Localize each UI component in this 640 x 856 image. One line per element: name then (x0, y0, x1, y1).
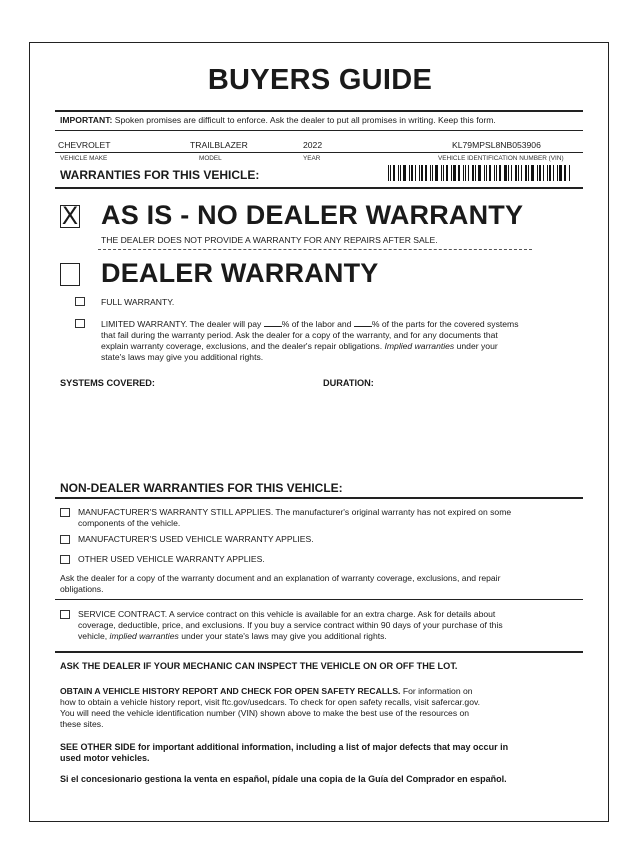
barcode-bar (425, 165, 427, 181)
barcode-bar (559, 165, 562, 181)
barcode-bar (557, 165, 558, 181)
parts-percent-blank[interactable] (354, 319, 372, 327)
other-warranty-label: OTHER USED VEHICLE WARRANTY APPLIES. (78, 554, 265, 564)
vehicle-make-label: VEHICLE MAKE (60, 155, 108, 162)
barcode-bar (419, 165, 420, 181)
dashed-divider (98, 249, 532, 250)
barcode-bar (453, 165, 456, 181)
important-notice (60, 115, 496, 125)
history-line4: these sites. (60, 719, 104, 729)
divider (55, 130, 583, 131)
limited-warranty-mid1: % of the labor and (281, 319, 352, 329)
manufacturer-line2: components of the vehicle. (78, 518, 181, 528)
barcode-bar (525, 165, 527, 181)
divider (55, 110, 583, 112)
barcode-bar (432, 165, 433, 181)
vehicle-model: TRAILBLAZER (190, 140, 248, 150)
history-line3: You will need the vehicle identification number (VIN) shown above to make the best use of the resources on (60, 708, 470, 718)
barcode-bar (446, 165, 448, 181)
vehicle-model-label: MODEL (199, 155, 222, 162)
service-contract-checkbox[interactable] (60, 610, 70, 619)
other-warranty-checkbox[interactable] (60, 555, 70, 564)
ask-dealer-text (60, 573, 582, 595)
barcode-bar (478, 165, 481, 181)
history-line1: For information on (402, 686, 473, 696)
barcode-bar (409, 165, 410, 181)
vehicle-make: CHEVROLET (58, 140, 111, 150)
barcode-bar (518, 165, 519, 181)
used-vehicle-warranty-label: MANUFACTURER'S USED VEHICLE WARRANTY APPLIES. (78, 534, 314, 544)
barcode-bar (411, 165, 413, 181)
divider (55, 152, 583, 153)
barcode-bar (564, 165, 566, 181)
as-is-checkbox[interactable] (60, 202, 80, 230)
barcode-bar (451, 165, 452, 181)
barcode-bar (458, 165, 460, 181)
barcode-bar (511, 165, 512, 181)
barcode-bar (398, 165, 399, 181)
ask-line1: Ask the dealer for a copy of the warranty document and an explanation of warranty coverage, exclusions, and repair (60, 573, 501, 583)
barcode-bar (543, 165, 544, 181)
dealer-warranty-title: DEALER WARRANTY (101, 258, 379, 288)
service-line1: SERVICE CONTRACT. A service contract on this vehicle is available for an extra charge. Ask for details about (78, 609, 496, 619)
systems-covered-label: SYSTEMS COVERED: (60, 378, 155, 388)
barcode-bar (549, 165, 551, 181)
barcode-bar (515, 165, 517, 181)
barcode-bar (521, 165, 522, 181)
labor-percent-blank[interactable] (264, 319, 282, 327)
vehicle-year: 2022 (303, 140, 323, 150)
divider (55, 187, 583, 189)
barcode-bar (421, 165, 423, 181)
limited-warranty-text (101, 319, 581, 363)
limited-warranty-lead: LIMITED WARRANTY. The dealer will pay (101, 319, 262, 329)
vehicle-year-label: YEAR (303, 155, 321, 162)
barcode-bar (403, 165, 406, 181)
barcode-bar (494, 165, 495, 181)
full-warranty-checkbox[interactable] (75, 297, 85, 306)
manufacturer-warranty-checkbox[interactable] (60, 508, 70, 517)
implied-warranties-text: Implied warranties (384, 341, 455, 351)
service-contract-text (78, 609, 583, 642)
barcode-bar (539, 165, 541, 181)
barcode-bar (435, 165, 438, 181)
vin-barcode (388, 165, 573, 181)
barcode-bar (475, 165, 476, 181)
see-other-line2: used motor vehicles. (60, 753, 150, 763)
barcode-bar (390, 165, 391, 181)
warranties-heading: WARRANTIES FOR THIS VEHICLE: (60, 168, 260, 182)
barcode-bar (528, 165, 529, 181)
non-dealer-heading: NON-DEALER WARRANTIES FOR THIS VEHICLE: (60, 481, 343, 495)
limited-warranty-mid2: % of the parts for the covered systems (371, 319, 519, 329)
barcode-bar (508, 165, 509, 181)
used-vehicle-warranty-checkbox[interactable] (60, 535, 70, 544)
divider (55, 599, 583, 600)
service-line2: coverage, deductible, price, and exclusions. If you buy a service contract within 90 days of your purchase of this (78, 620, 503, 630)
important-text: Spoken promises are difficult to enforce. Ask the dealer to put all promises in writing. Keep this form. (114, 115, 496, 125)
barcode-bar (415, 165, 416, 181)
barcode-bar (443, 165, 444, 181)
barcode-bar (531, 165, 534, 181)
barcode-bar (430, 165, 431, 181)
barcode-bar (537, 165, 538, 181)
limited-warranty-line3a: explain warranty coverage, exclusions, and the dealer's repair obligations. (101, 341, 383, 351)
limited-warranty-line2: that fail during the warranty period. Ask the dealer for a copy of the warranty, and for any documents that (101, 330, 498, 340)
history-report-text (60, 686, 582, 730)
dealer-warranty-checkbox[interactable] (60, 263, 80, 286)
barcode-bar (484, 165, 485, 181)
barcode-bar (504, 165, 507, 181)
manufacturer-line1: MANUFACTURER'S WARRANTY STILL APPLIES. The manufacturer's original warranty has not expired on some (78, 507, 512, 517)
see-other-line1: for important additional information, including a list of major defects that may occur in (138, 742, 509, 752)
full-warranty-label: FULL WARRANTY. (101, 297, 175, 307)
spanish-notice: Si el concesionario gestiona la venta en español, pídale una copia de la Guía del Comprador en español. (60, 774, 507, 784)
x-mark-icon: X (61, 202, 79, 230)
barcode-bar (553, 165, 554, 181)
barcode-bar (388, 165, 389, 181)
see-other-side-text (60, 742, 582, 764)
barcode-bar (569, 165, 570, 181)
vehicle-vin: KL79MPSL8NB053906 (452, 140, 541, 150)
service-line3a: vehicle, (78, 631, 108, 641)
page-title: BUYERS GUIDE (207, 64, 433, 96)
history-bold: OBTAIN A VEHICLE HISTORY REPORT AND CHECK FOR OPEN SAFETY RECALLS. (60, 686, 401, 696)
service-implied-text: implied warranties (109, 631, 179, 641)
divider (55, 651, 583, 653)
barcode-bar (489, 165, 491, 181)
divider (55, 497, 583, 499)
mechanic-notice: ASK THE DEALER IF YOUR MECHANIC CAN INSPECT THE VEHICLE ON OR OFF THE LOT. (60, 661, 458, 671)
ask-line2: obligations. (60, 584, 104, 594)
history-line2: how to obtain a vehicle history report, visit ftc.gov/usedcars. To check for open safety recalls, visit safercar.gov. (60, 697, 481, 707)
barcode-bar (465, 165, 466, 181)
limited-warranty-checkbox[interactable] (75, 319, 85, 328)
service-line3c: under your state's laws may give you additional rights. (181, 631, 387, 641)
barcode-bar (547, 165, 548, 181)
manufacturer-warranty-text (78, 507, 583, 529)
see-other-bold: SEE OTHER SIDE (60, 742, 136, 752)
important-label: IMPORTANT: (60, 115, 113, 125)
limited-warranty-line3c: under your (456, 341, 498, 351)
limited-warranty-line4: state's laws may give you additional rights. (101, 352, 264, 362)
barcode-bar (400, 165, 401, 181)
barcode-bar (393, 165, 395, 181)
barcode-bar (463, 165, 464, 181)
barcode-bar (499, 165, 501, 181)
barcode-bar (441, 165, 442, 181)
as-is-title: AS IS - NO DEALER WARRANTY (101, 200, 524, 230)
barcode-bar (468, 165, 469, 181)
duration-label: DURATION: (323, 378, 374, 388)
barcode-bar (472, 165, 474, 181)
as-is-subtitle: THE DEALER DOES NOT PROVIDE A WARRANTY FOR ANY REPAIRS AFTER SALE. (101, 235, 438, 245)
vehicle-vin-label: VEHICLE IDENTIFICATION NUMBER (VIN) (438, 155, 564, 162)
barcode-bar (486, 165, 487, 181)
barcode-bar (496, 165, 497, 181)
